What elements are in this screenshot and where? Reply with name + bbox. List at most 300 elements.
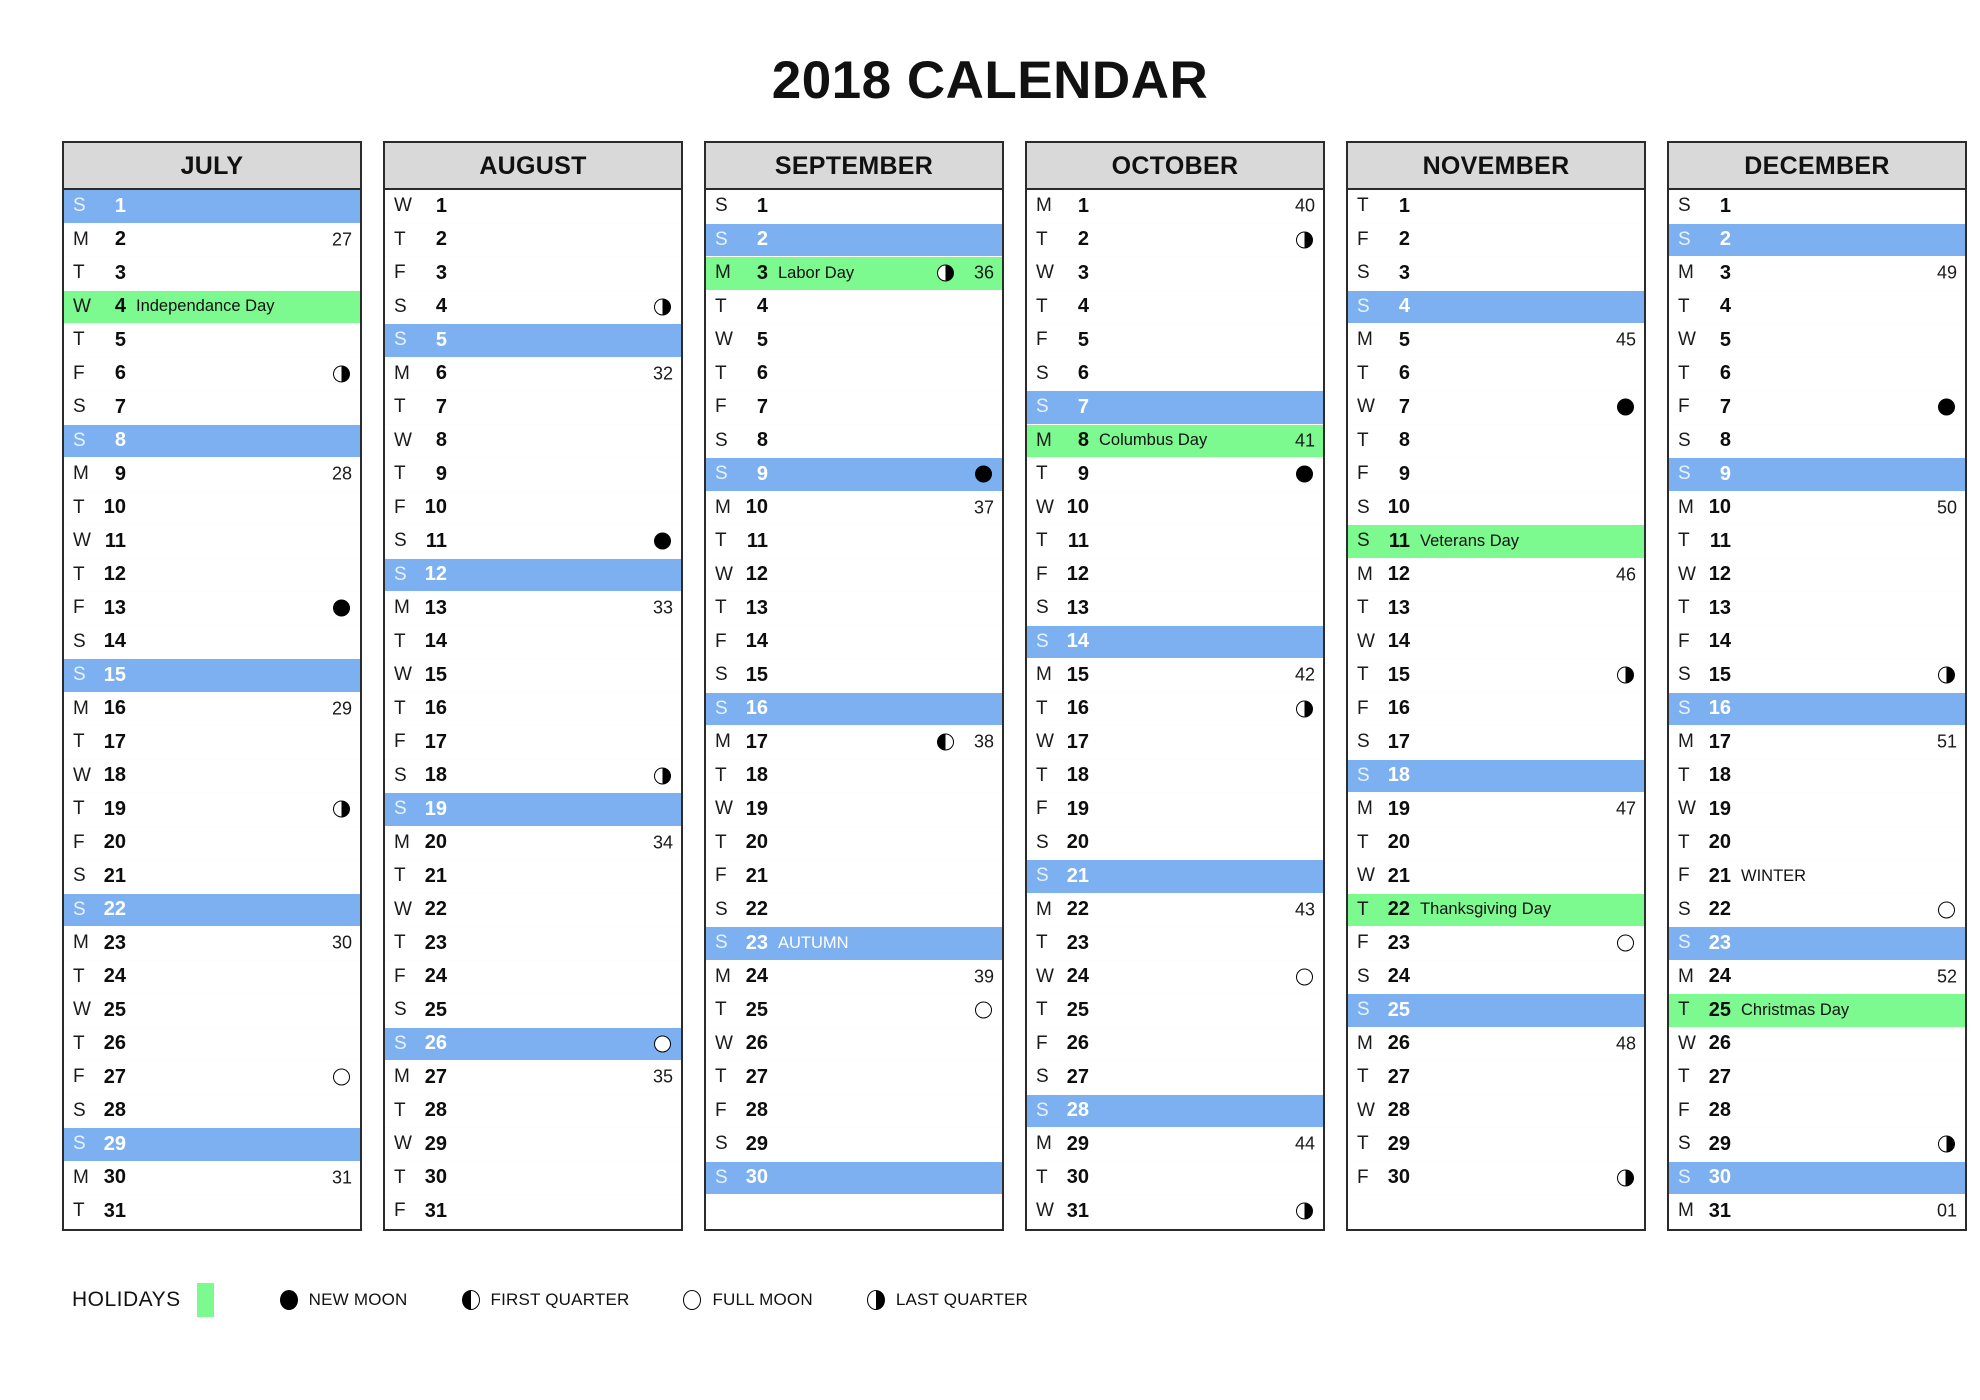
day-row[interactable] bbox=[706, 291, 1002, 325]
day-row[interactable] bbox=[385, 1028, 681, 1062]
day-row[interactable] bbox=[64, 559, 360, 593]
day-of-week: M bbox=[73, 1166, 89, 1188]
day-row[interactable] bbox=[1027, 760, 1323, 794]
day-row[interactable] bbox=[706, 592, 1002, 626]
day-row[interactable] bbox=[1669, 525, 1965, 559]
day-row[interactable] bbox=[385, 190, 681, 224]
day-row[interactable] bbox=[1027, 726, 1323, 760]
day-number: 3 bbox=[1077, 261, 1089, 284]
day-row[interactable] bbox=[706, 793, 1002, 827]
day-of-week: M bbox=[1357, 563, 1373, 585]
day-row[interactable] bbox=[385, 1095, 681, 1129]
day-of-week: T bbox=[73, 1200, 85, 1222]
day-row[interactable] bbox=[1669, 458, 1965, 492]
day-of-week: T bbox=[1357, 898, 1369, 920]
day-of-week: S bbox=[1678, 664, 1691, 686]
day-number: 19 bbox=[745, 797, 768, 820]
day-row[interactable] bbox=[1027, 1128, 1323, 1162]
moon-phase-last-icon bbox=[333, 801, 350, 818]
day-row[interactable] bbox=[64, 827, 360, 861]
day-row[interactable] bbox=[385, 257, 681, 291]
day-row[interactable] bbox=[1348, 827, 1644, 861]
moon-phase-new-icon bbox=[1938, 399, 1955, 416]
day-row[interactable] bbox=[385, 827, 681, 861]
day-row[interactable] bbox=[385, 358, 681, 392]
day-row[interactable] bbox=[1027, 793, 1323, 827]
day-number: 9 bbox=[435, 462, 447, 485]
day-number: 2 bbox=[435, 228, 447, 251]
week-number: 38 bbox=[973, 731, 994, 752]
day-row[interactable] bbox=[706, 961, 1002, 995]
day-row[interactable] bbox=[1027, 291, 1323, 325]
day-row[interactable] bbox=[1027, 1095, 1323, 1129]
day-number: 7 bbox=[435, 395, 447, 418]
day-row[interactable] bbox=[385, 760, 681, 794]
day-row[interactable] bbox=[706, 1128, 1002, 1162]
week-number: 30 bbox=[331, 932, 352, 953]
day-row[interactable] bbox=[706, 659, 1002, 693]
day-of-week: T bbox=[394, 463, 406, 485]
day-of-week: W bbox=[394, 664, 412, 686]
day-row[interactable] bbox=[1348, 291, 1644, 325]
day-row[interactable] bbox=[1669, 559, 1965, 593]
day-row[interactable] bbox=[1027, 324, 1323, 358]
day-row[interactable] bbox=[1669, 224, 1965, 258]
day-row[interactable] bbox=[1669, 693, 1965, 727]
day-row[interactable] bbox=[1348, 726, 1644, 760]
day-row[interactable] bbox=[64, 1028, 360, 1062]
day-row[interactable] bbox=[385, 1162, 681, 1196]
day-of-week: W bbox=[1036, 731, 1054, 753]
day-of-week: S bbox=[73, 898, 86, 920]
day-of-week: W bbox=[73, 764, 91, 786]
day-row[interactable] bbox=[1348, 525, 1644, 559]
day-row[interactable] bbox=[64, 994, 360, 1028]
week-number: 49 bbox=[1936, 262, 1957, 283]
day-row[interactable] bbox=[706, 391, 1002, 425]
moon-phase-new-icon bbox=[1296, 466, 1313, 483]
day-row[interactable] bbox=[64, 592, 360, 626]
day-row[interactable] bbox=[1669, 257, 1965, 291]
day-row[interactable] bbox=[64, 626, 360, 660]
week-number: 52 bbox=[1936, 966, 1957, 987]
day-row[interactable] bbox=[1669, 1028, 1965, 1062]
day-row[interactable] bbox=[706, 458, 1002, 492]
day-row[interactable] bbox=[706, 425, 1002, 459]
day-row[interactable] bbox=[1669, 726, 1965, 760]
day-row[interactable] bbox=[1027, 1162, 1323, 1196]
week-number: 42 bbox=[1294, 664, 1315, 685]
day-row[interactable] bbox=[1348, 1061, 1644, 1095]
day-number: 16 bbox=[103, 697, 126, 720]
day-row[interactable] bbox=[385, 793, 681, 827]
day-number: 19 bbox=[1708, 797, 1731, 820]
day-number: 28 bbox=[1708, 1099, 1731, 1122]
day-row[interactable] bbox=[1027, 257, 1323, 291]
day-row[interactable] bbox=[1027, 860, 1323, 894]
day-row[interactable] bbox=[1669, 592, 1965, 626]
day-row[interactable] bbox=[706, 492, 1002, 526]
day-row[interactable] bbox=[1348, 793, 1644, 827]
day-number: 12 bbox=[1387, 563, 1410, 586]
day-row[interactable] bbox=[706, 358, 1002, 392]
day-row[interactable] bbox=[64, 391, 360, 425]
day-number: 27 bbox=[424, 1065, 447, 1088]
day-number: 23 bbox=[103, 931, 126, 954]
day-row[interactable] bbox=[1348, 190, 1644, 224]
day-of-week: S bbox=[715, 1133, 728, 1155]
day-of-week: W bbox=[1678, 563, 1696, 585]
day-row[interactable] bbox=[1669, 994, 1965, 1028]
day-row[interactable] bbox=[385, 1128, 681, 1162]
day-row[interactable] bbox=[1669, 391, 1965, 425]
day-row[interactable] bbox=[1027, 592, 1323, 626]
day-row[interactable] bbox=[1027, 559, 1323, 593]
day-number: 9 bbox=[756, 462, 768, 485]
day-row[interactable] bbox=[1669, 827, 1965, 861]
day-row[interactable] bbox=[1348, 358, 1644, 392]
day-number: 26 bbox=[1066, 1032, 1089, 1055]
day-row[interactable] bbox=[706, 1028, 1002, 1062]
day-row[interactable] bbox=[1027, 626, 1323, 660]
day-row[interactable] bbox=[706, 1162, 1002, 1196]
day-row[interactable] bbox=[64, 693, 360, 727]
day-row[interactable] bbox=[1348, 492, 1644, 526]
day-row[interactable] bbox=[385, 592, 681, 626]
day-row[interactable] bbox=[1027, 492, 1323, 526]
day-row[interactable] bbox=[1669, 1128, 1965, 1162]
day-row[interactable] bbox=[1348, 1162, 1644, 1196]
day-of-week: T bbox=[1357, 831, 1369, 853]
day-row[interactable] bbox=[64, 760, 360, 794]
day-row[interactable] bbox=[706, 927, 1002, 961]
moon-phase-full-icon bbox=[975, 1002, 992, 1019]
day-row[interactable] bbox=[1669, 1061, 1965, 1095]
day-row[interactable] bbox=[64, 358, 360, 392]
day-of-week: S bbox=[715, 195, 728, 217]
day-row[interactable] bbox=[64, 492, 360, 526]
week-number: 33 bbox=[652, 597, 673, 618]
day-list bbox=[1669, 190, 1965, 1229]
day-row[interactable] bbox=[1669, 291, 1965, 325]
day-row[interactable] bbox=[706, 1095, 1002, 1129]
day-row[interactable] bbox=[385, 860, 681, 894]
day-number: 17 bbox=[1066, 730, 1089, 753]
day-row[interactable] bbox=[1027, 458, 1323, 492]
day-row[interactable] bbox=[64, 659, 360, 693]
day-row[interactable] bbox=[1027, 693, 1323, 727]
day-row[interactable] bbox=[64, 525, 360, 559]
day-number: 29 bbox=[745, 1132, 768, 1155]
day-row[interactable] bbox=[1669, 860, 1965, 894]
day-row[interactable] bbox=[706, 760, 1002, 794]
day-row[interactable] bbox=[1348, 659, 1644, 693]
day-of-week: S bbox=[394, 530, 407, 552]
day-of-week: S bbox=[73, 396, 86, 418]
day-row[interactable] bbox=[64, 793, 360, 827]
day-row[interactable] bbox=[385, 492, 681, 526]
day-row[interactable] bbox=[1669, 190, 1965, 224]
day-row[interactable] bbox=[1669, 659, 1965, 693]
day-row[interactable] bbox=[706, 693, 1002, 727]
day-row[interactable] bbox=[385, 994, 681, 1028]
day-row[interactable] bbox=[64, 860, 360, 894]
day-row[interactable] bbox=[1027, 894, 1323, 928]
day-row[interactable] bbox=[706, 626, 1002, 660]
day-row[interactable] bbox=[1669, 626, 1965, 660]
day-row[interactable] bbox=[1348, 894, 1644, 928]
day-row[interactable] bbox=[1027, 994, 1323, 1028]
day-row[interactable] bbox=[1027, 1061, 1323, 1095]
day-row[interactable] bbox=[706, 324, 1002, 358]
week-number: 01 bbox=[1936, 1200, 1957, 1221]
day-row[interactable] bbox=[1669, 894, 1965, 928]
week-number: 36 bbox=[973, 262, 994, 283]
day-of-week: F bbox=[715, 865, 727, 887]
day-row[interactable] bbox=[1027, 827, 1323, 861]
day-number: 21 bbox=[103, 864, 126, 887]
day-row[interactable] bbox=[1348, 1128, 1644, 1162]
day-row[interactable] bbox=[385, 559, 681, 593]
day-row[interactable] bbox=[706, 525, 1002, 559]
moon-phase-last-icon bbox=[1617, 667, 1634, 684]
day-row[interactable] bbox=[706, 224, 1002, 258]
day-number: 10 bbox=[1066, 496, 1089, 519]
day-of-week: F bbox=[394, 965, 406, 987]
day-row[interactable] bbox=[64, 224, 360, 258]
day-number: 9 bbox=[1719, 462, 1731, 485]
day-of-week: T bbox=[1036, 999, 1048, 1021]
legend-item bbox=[683, 1290, 812, 1310]
day-row[interactable] bbox=[706, 1061, 1002, 1095]
day-of-week: S bbox=[1678, 463, 1691, 485]
day-of-week: F bbox=[1357, 1166, 1369, 1188]
day-of-week: F bbox=[394, 1200, 406, 1222]
day-row[interactable] bbox=[385, 525, 681, 559]
day-row[interactable] bbox=[706, 559, 1002, 593]
month-column bbox=[383, 141, 683, 1231]
day-row[interactable] bbox=[1669, 425, 1965, 459]
week-number: 27 bbox=[331, 229, 352, 250]
day-number: 19 bbox=[103, 797, 126, 820]
day-row[interactable] bbox=[385, 726, 681, 760]
day-row[interactable] bbox=[1348, 324, 1644, 358]
week-number: 34 bbox=[652, 832, 673, 853]
day-row[interactable] bbox=[1669, 961, 1965, 995]
day-row[interactable] bbox=[385, 927, 681, 961]
day-row[interactable] bbox=[706, 994, 1002, 1028]
day-row[interactable] bbox=[1348, 961, 1644, 995]
day-row[interactable] bbox=[385, 324, 681, 358]
day-row[interactable] bbox=[1027, 358, 1323, 392]
day-row[interactable] bbox=[64, 291, 360, 325]
day-of-week: S bbox=[73, 1099, 86, 1121]
day-row[interactable] bbox=[385, 894, 681, 928]
day-number: 6 bbox=[1719, 362, 1731, 385]
day-of-week: T bbox=[1678, 295, 1690, 317]
day-row[interactable] bbox=[385, 1195, 681, 1229]
day-number: 10 bbox=[103, 496, 126, 519]
day-number: 26 bbox=[1708, 1032, 1731, 1055]
day-row[interactable] bbox=[1348, 559, 1644, 593]
day-number: 31 bbox=[103, 1199, 126, 1222]
day-row[interactable] bbox=[706, 860, 1002, 894]
day-row[interactable] bbox=[64, 726, 360, 760]
day-number: 8 bbox=[435, 429, 447, 452]
day-row[interactable] bbox=[385, 659, 681, 693]
day-number: 24 bbox=[1387, 965, 1410, 988]
day-row[interactable] bbox=[64, 1195, 360, 1229]
day-row[interactable] bbox=[385, 1061, 681, 1095]
day-row[interactable] bbox=[1027, 1195, 1323, 1229]
day-number: 22 bbox=[1387, 898, 1410, 921]
day-of-week: W bbox=[394, 195, 412, 217]
day-row[interactable] bbox=[1348, 860, 1644, 894]
day-row[interactable] bbox=[385, 224, 681, 258]
day-number: 2 bbox=[1398, 228, 1410, 251]
day-row[interactable] bbox=[1027, 961, 1323, 995]
day-row[interactable] bbox=[1027, 391, 1323, 425]
day-of-week: M bbox=[1357, 798, 1373, 820]
day-row[interactable] bbox=[706, 726, 1002, 760]
day-row[interactable] bbox=[1348, 1028, 1644, 1062]
day-row[interactable] bbox=[385, 693, 681, 727]
day-row[interactable] bbox=[1027, 659, 1323, 693]
day-row[interactable] bbox=[1348, 693, 1644, 727]
day-row[interactable] bbox=[1669, 793, 1965, 827]
day-row[interactable] bbox=[1669, 358, 1965, 392]
day-number: 27 bbox=[1708, 1065, 1731, 1088]
day-row[interactable] bbox=[1027, 425, 1323, 459]
day-row[interactable] bbox=[64, 1162, 360, 1196]
day-of-week: S bbox=[1036, 362, 1049, 384]
day-of-week: T bbox=[1357, 195, 1369, 217]
day-number: 17 bbox=[745, 730, 768, 753]
day-number: 7 bbox=[1719, 395, 1731, 418]
day-number: 25 bbox=[103, 998, 126, 1021]
day-row[interactable] bbox=[1669, 324, 1965, 358]
legend-holidays-label: HOLIDAYS bbox=[72, 1287, 181, 1311]
day-of-week: S bbox=[715, 1166, 728, 1188]
day-number: 1 bbox=[1077, 194, 1089, 217]
day-row[interactable] bbox=[1669, 927, 1965, 961]
day-row[interactable] bbox=[385, 391, 681, 425]
week-number: 29 bbox=[331, 698, 352, 719]
day-row[interactable] bbox=[1348, 1095, 1644, 1129]
day-row[interactable] bbox=[1669, 492, 1965, 526]
day-number: 16 bbox=[1066, 697, 1089, 720]
day-of-week: W bbox=[1036, 965, 1054, 987]
moon-phase-new-icon bbox=[280, 1290, 298, 1310]
day-row[interactable] bbox=[64, 257, 360, 291]
day-row[interactable] bbox=[706, 257, 1002, 291]
week-number: 44 bbox=[1294, 1133, 1315, 1154]
day-number: 20 bbox=[1387, 831, 1410, 854]
day-row[interactable] bbox=[64, 425, 360, 459]
day-row[interactable] bbox=[64, 1095, 360, 1129]
day-row[interactable] bbox=[1348, 425, 1644, 459]
moon-phase-full-icon bbox=[683, 1290, 701, 1310]
day-of-week: S bbox=[1036, 1066, 1049, 1088]
day-row[interactable] bbox=[1027, 190, 1323, 224]
day-of-week: T bbox=[1036, 697, 1048, 719]
day-row[interactable] bbox=[1027, 1028, 1323, 1062]
day-of-week: T bbox=[394, 932, 406, 954]
day-row[interactable] bbox=[1669, 1095, 1965, 1129]
day-of-week: F bbox=[73, 362, 85, 384]
day-row[interactable] bbox=[385, 961, 681, 995]
day-row[interactable] bbox=[385, 291, 681, 325]
day-row[interactable] bbox=[1027, 525, 1323, 559]
moon-phase-last-icon bbox=[654, 767, 671, 784]
day-row[interactable] bbox=[1027, 927, 1323, 961]
moon-phase-last-icon bbox=[867, 1290, 885, 1310]
day-row[interactable] bbox=[64, 1128, 360, 1162]
day-row[interactable] bbox=[385, 425, 681, 459]
event-label: Columbus Day bbox=[1099, 431, 1208, 450]
week-number: 41 bbox=[1294, 430, 1315, 451]
moon-phase-last-icon bbox=[1296, 1203, 1313, 1220]
day-row[interactable] bbox=[64, 961, 360, 995]
day-row[interactable] bbox=[64, 927, 360, 961]
day-row[interactable] bbox=[64, 190, 360, 224]
day-number: 11 bbox=[1067, 529, 1089, 552]
month-header: DECEMBER bbox=[1669, 143, 1965, 190]
day-number: 2 bbox=[1077, 228, 1089, 251]
day-row[interactable] bbox=[1669, 1195, 1965, 1229]
day-number: 2 bbox=[756, 228, 768, 251]
day-row[interactable] bbox=[706, 190, 1002, 224]
day-row[interactable] bbox=[1348, 994, 1644, 1028]
month-header: NOVEMBER bbox=[1348, 143, 1644, 190]
day-number: 24 bbox=[1066, 965, 1089, 988]
day-row[interactable] bbox=[1348, 458, 1644, 492]
day-number: 21 bbox=[745, 864, 768, 887]
day-number: 29 bbox=[424, 1132, 447, 1155]
day-row[interactable] bbox=[64, 1061, 360, 1095]
day-number: 17 bbox=[1708, 730, 1731, 753]
day-row[interactable] bbox=[64, 324, 360, 358]
day-of-week: T bbox=[715, 999, 727, 1021]
day-number: 20 bbox=[1708, 831, 1731, 854]
day-of-week: T bbox=[1678, 764, 1690, 786]
day-row[interactable] bbox=[1348, 592, 1644, 626]
week-number: 37 bbox=[973, 497, 994, 518]
day-row[interactable] bbox=[1348, 391, 1644, 425]
day-row[interactable] bbox=[1348, 927, 1644, 961]
day-of-week: M bbox=[1036, 195, 1052, 217]
day-row[interactable] bbox=[1348, 760, 1644, 794]
day-of-week: M bbox=[73, 228, 89, 250]
day-row[interactable] bbox=[1348, 224, 1644, 258]
day-row[interactable] bbox=[1348, 257, 1644, 291]
day-row[interactable] bbox=[385, 458, 681, 492]
day-row[interactable] bbox=[706, 827, 1002, 861]
day-row[interactable] bbox=[1027, 224, 1323, 258]
day-row[interactable] bbox=[64, 458, 360, 492]
day-row[interactable] bbox=[1669, 1162, 1965, 1196]
day-number: 9 bbox=[114, 462, 126, 485]
day-of-week: S bbox=[1678, 429, 1691, 451]
day-of-week: F bbox=[394, 496, 406, 518]
day-row[interactable] bbox=[1348, 626, 1644, 660]
day-of-week: T bbox=[394, 697, 406, 719]
month-column bbox=[1667, 141, 1967, 1231]
day-row[interactable] bbox=[385, 626, 681, 660]
day-row[interactable] bbox=[64, 894, 360, 928]
day-row[interactable] bbox=[1669, 760, 1965, 794]
day-row[interactable] bbox=[706, 894, 1002, 928]
